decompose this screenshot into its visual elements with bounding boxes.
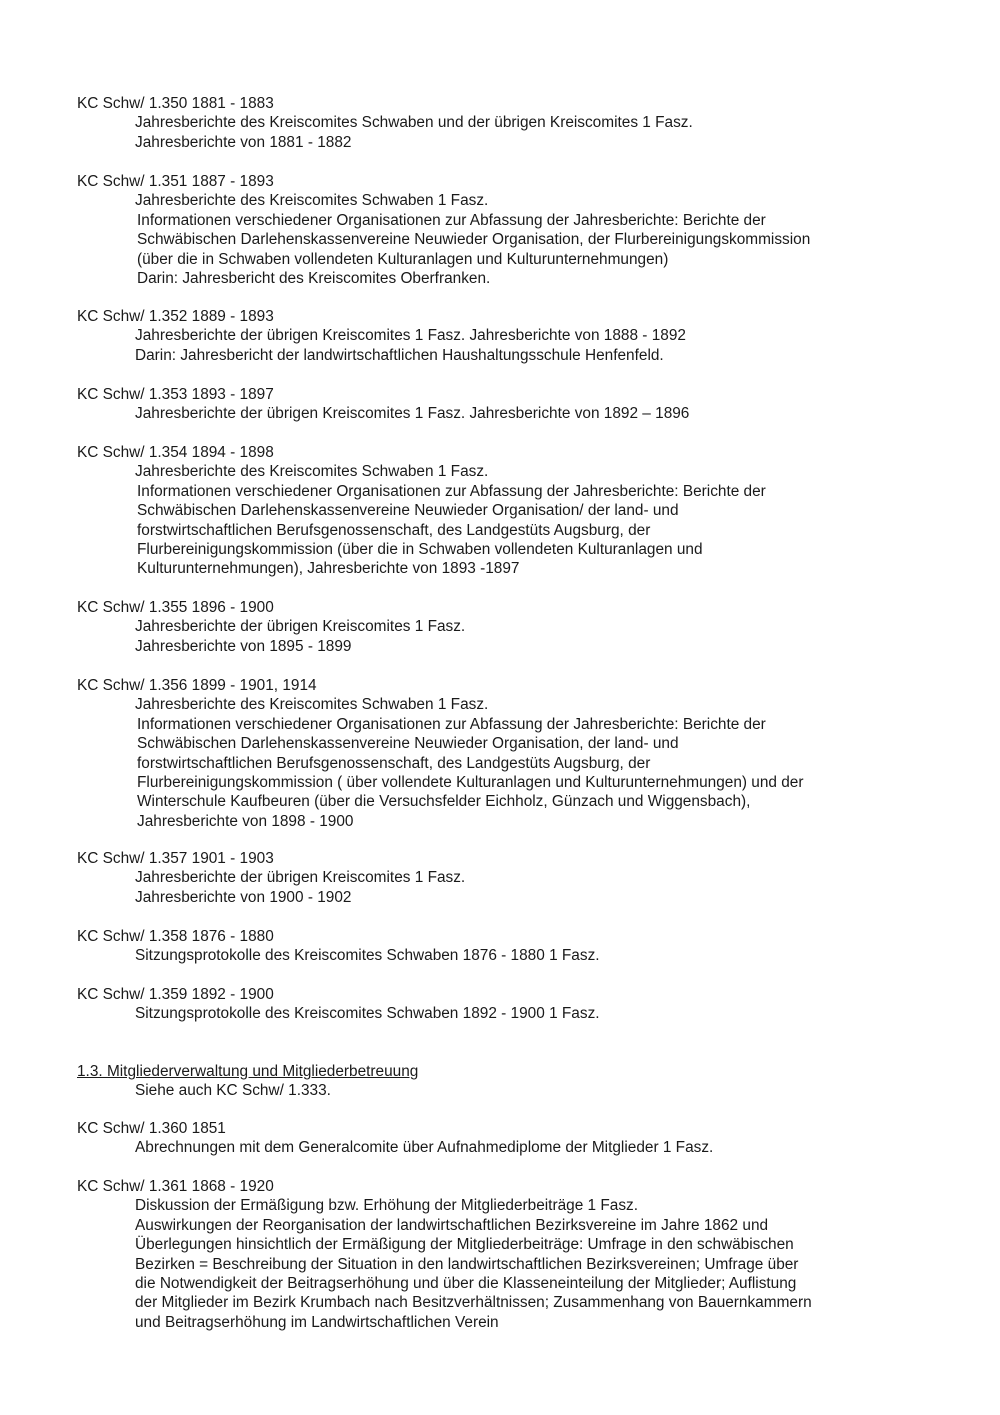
archive-entry-1-355 [77, 598, 957, 656]
entry-heading: KC Schw/ 1.354 1894 - 1898 [77, 444, 274, 461]
archive-entry-1-352 [77, 307, 957, 365]
entry-line: Sitzungsprotokolle des Kreiscomites Schwaben 1892 - 1900 1 Fasz. [135, 1005, 600, 1023]
entry-line: Schwäbischen Darlehenskassenvereine Neuwieder Organisation, der land- und [137, 735, 679, 753]
entry-line: Sitzungsprotokolle des Kreiscomites Schwaben 1876 - 1880 1 Fasz. [135, 947, 600, 965]
archive-entry-1-350 [77, 94, 957, 152]
entry-line: Auswirkungen der Reorganisation der landwirtschaftlichen Bezirksvereine im Jahre 1862 und [135, 1216, 769, 1234]
entry-line: Winterschule Kaufbeuren (über die Versuchsfelder Eichholz, Günzach und Wiggensbach), [137, 793, 751, 811]
entry-heading: KC Schw/ 1.359 1892 - 1900 [77, 986, 274, 1003]
entry-line: Informationen verschiedener Organisationen zur Abfassung der Jahresberichte: Berichte der [137, 482, 766, 500]
entry-line: (über die in Schwaben vollendeten Kulturanlagen und Kulturunternehmungen) [137, 250, 669, 268]
entry-line: forstwirtschaftlichen Berufsgenossenschaft, des Landgestüts Augsburg, der [137, 521, 651, 539]
entry-line: Jahresberichte der übrigen Kreiscomites 1 Fasz. [135, 618, 466, 636]
section-title: 1.3. Mitgliederverwaltung und Mitgliederbetreuung [77, 1063, 419, 1080]
entry-heading: KC Schw/ 1.355 1896 - 1900 [77, 599, 274, 616]
entry-heading: KC Schw/ 1.361 1868 - 1920 [77, 1178, 274, 1195]
entry-line: Jahresberichte der übrigen Kreiscomites 1 Fasz. Jahresberichte von 1888 - 1892 [135, 327, 686, 345]
entry-line: Jahresberichte des Kreiscomites Schwaben und der übrigen Kreiscomites 1 Fasz. [135, 114, 693, 132]
entry-line: die Notwendigkeit der Beitragserhöhung und über die Klasseneinteilung der Mitglieder; Auflistung [135, 1274, 797, 1292]
archive-entry-1-351 [77, 172, 957, 288]
archive-entry-1-358 [77, 927, 957, 966]
entry-heading: KC Schw/ 1.352 1889 - 1893 [77, 308, 274, 325]
archive-entry-1-354 [77, 443, 957, 579]
entry-line: Flurbereinigungskommission ( über vollendete Kulturanlagen und Kulturunternehmungen) und der [137, 773, 804, 791]
entry-heading: KC Schw/ 1.351 1887 - 1893 [77, 173, 274, 190]
entry-line: Jahresberichte von 1881 - 1882 [135, 133, 352, 151]
archive-entry-1-361 [77, 1177, 957, 1332]
entry-line: Darin: Jahresbericht des Kreiscomites Oberfranken. [137, 269, 491, 287]
entry-line: Informationen verschiedener Organisationen zur Abfassung der Jahresberichte: Berichte der [137, 715, 766, 733]
archive-entry-1-356 [77, 676, 957, 831]
section-1-3 [77, 1062, 957, 1101]
entry-line: Jahresberichte des Kreiscomites Schwaben 1 Fasz. [135, 696, 489, 714]
entry-line: Jahresberichte von 1898 - 1900 [137, 812, 354, 830]
entry-line: Schwäbischen Darlehenskassenvereine Neuwieder Organisation, der Flurbereinigungskommission [137, 231, 811, 249]
entry-line: Überlegungen hinsichtlich der Ermäßigung der Mitgliederbeiträge: Umfrage in den schwäbischen [135, 1236, 794, 1254]
entry-heading: KC Schw/ 1.358 1876 - 1880 [77, 928, 274, 945]
entry-line: Flurbereinigungskommission (über die in Schwaben vollendeten Kulturanlagen und [137, 540, 703, 558]
entry-line: forstwirtschaftlichen Berufsgenossenschaft, des Landgestüts Augsburg, der [137, 754, 651, 772]
section-note: Siehe auch KC Schw/ 1.333. [135, 1082, 331, 1100]
entry-line: und Beitragserhöhung im Landwirtschaftlichen Verein [135, 1313, 499, 1331]
entry-line: Schwäbischen Darlehenskassenvereine Neuwieder Organisation/ der land- und [137, 502, 679, 520]
entry-line: Darin: Jahresbericht der landwirtschaftlichen Haushaltungsschule Henfenfeld. [135, 346, 664, 364]
entry-heading: KC Schw/ 1.350 1881 - 1883 [77, 95, 274, 112]
entry-line: Kulturunternehmungen), Jahresberichte von 1893 -1897 [137, 560, 520, 578]
archive-entry-1-359 [77, 985, 957, 1024]
entry-line: Abrechnungen mit dem Generalcomite über Aufnahmediplome der Mitglieder 1 Fasz. [135, 1139, 714, 1157]
entry-line: Jahresberichte der übrigen Kreiscomites 1 Fasz. Jahresberichte von 1892 – 1896 [135, 405, 690, 423]
entry-heading: KC Schw/ 1.353 1893 - 1897 [77, 386, 274, 403]
entry-heading: KC Schw/ 1.357 1901 - 1903 [77, 850, 274, 867]
entry-line: Diskussion der Ermäßigung bzw. Erhöhung der Mitgliederbeiträge 1 Fasz. [135, 1197, 639, 1215]
entry-line: der Mitglieder im Bezirk Krumbach nach Besitzverhältnissen; Zusammenhang von Bauernkammern [135, 1294, 812, 1312]
entry-heading: KC Schw/ 1.356 1899 - 1901, 1914 [77, 677, 317, 694]
entry-heading: KC Schw/ 1.360 1851 [77, 1120, 226, 1137]
entry-line: Jahresberichte von 1900 - 1902 [135, 888, 352, 906]
entry-line: Bezirken = Beschreibung der Situation in den landwirtschaftlichen Bezirksvereinen; Umfrage über [135, 1255, 799, 1273]
entry-line: Jahresberichte der übrigen Kreiscomites 1 Fasz. [135, 869, 466, 887]
entry-line: Informationen verschiedener Organisationen zur Abfassung der Jahresberichte: Berichte der [137, 211, 766, 229]
entry-line: Jahresberichte von 1895 - 1899 [135, 637, 352, 655]
archive-entry-1-360 [77, 1119, 957, 1158]
entry-line: Jahresberichte des Kreiscomites Schwaben 1 Fasz. [135, 192, 489, 210]
entry-line: Jahresberichte des Kreiscomites Schwaben 1 Fasz. [135, 463, 489, 481]
archive-entry-1-353 [77, 385, 957, 424]
archive-entry-1-357 [77, 849, 957, 907]
